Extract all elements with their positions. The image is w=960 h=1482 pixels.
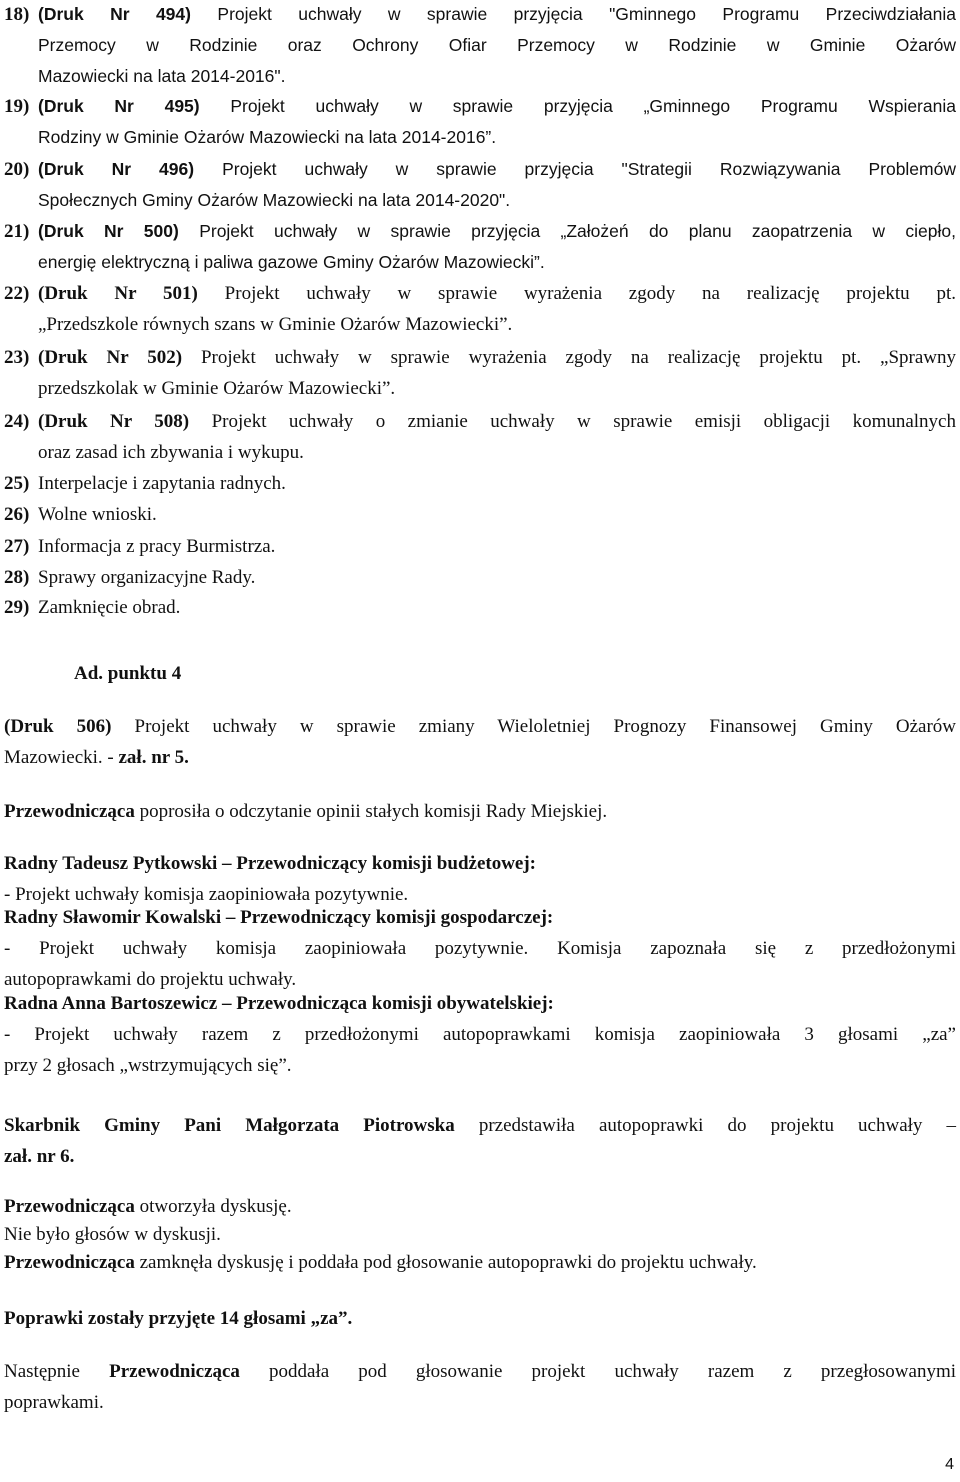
item-text: Społecznych Gminy Ożarów Mazowiecki na lata 2014-2020". <box>38 190 511 210</box>
item-number: 29) <box>4 597 30 618</box>
druk-number: (Druk Nr 502) <box>38 347 183 368</box>
speaker-name: Przewodnicząca <box>4 1196 135 1217</box>
agenda-item-18 <box>4 0 956 92</box>
treasurer-paragraph <box>4 1110 956 1172</box>
druk-number: (Druk 506) <box>4 716 112 737</box>
paragraph-text: - Projekt uchwały komisja zaopiniowała pozytywnie. Komisja zapoznała się z przedłożonymi <box>4 938 956 959</box>
item-number: 25) <box>4 473 30 494</box>
discussion-paragraph <box>4 1193 956 1277</box>
agenda-item-29 <box>4 592 956 623</box>
final-vote-paragraph <box>4 1356 956 1418</box>
item-text: Projekt uchwały w sprawie przyjęcia "Gminnego Programu Przeciwdziałania <box>217 4 956 24</box>
agenda-item-19 <box>4 91 956 153</box>
speaker-heading: Radny Tadeusz Pytkowski – Przewodniczący komisji budżetowej: <box>4 853 537 874</box>
item-number: 23) <box>4 347 30 368</box>
item-text: Sprawy organizacyjne Rady. <box>38 567 256 588</box>
item-text: Informacja z pracy Burmistrza. <box>38 536 276 557</box>
item-text: „Przedszkole równych szans w Gminie Ożarów Mazowiecki”. <box>38 314 513 335</box>
item-text: energię elektryczną i paliwa gazowe Gminy Ożarów Mazowiecki”. <box>38 252 545 272</box>
agenda-item-21 <box>4 216 956 278</box>
paragraph-text: zamknęła dyskusję i poddała pod głosowanie autopoprawki do projektu uchwały. <box>139 1252 757 1273</box>
druk-number: (Druk Nr 495) <box>38 96 200 116</box>
agenda-item-23 <box>4 342 956 404</box>
paragraph-text: przedstawiła autopoprawki do projektu uchwały – <box>478 1115 957 1136</box>
item-text: Rodziny w Gminie Ożarów Mazowiecki na lata 2014-2016”. <box>38 127 497 147</box>
druk-number: (Druk Nr 501) <box>38 283 198 304</box>
item-text: oraz zasad ich zbywania i wykupu. <box>38 442 304 463</box>
paragraph-text: Mazowiecki. - <box>4 747 119 768</box>
speaker-heading: Radna Anna Bartoszewicz – Przewodnicząca komisji obywatelskiej: <box>4 993 554 1014</box>
agenda-item-27 <box>4 531 956 562</box>
item-text: Zamknięcie obrad. <box>38 597 181 618</box>
paragraph-text: otworzyła dyskusję. <box>139 1196 292 1217</box>
item-number: 19) <box>4 96 30 117</box>
page-number: 4 <box>945 1456 954 1473</box>
item-text: Projekt uchwały w sprawie wyrażenia zgody na realizację projektu pt. <box>224 283 956 304</box>
item-text: Projekt uchwały w sprawie wyrażenia zgody na realizację projektu pt. „Sprawny <box>200 347 956 368</box>
speaker-name: Przewodnicząca <box>109 1361 240 1382</box>
opinion-civic-committee <box>4 988 956 1081</box>
paragraph-text: przy 2 głosach „wstrzymujących się”. <box>4 1055 292 1076</box>
item-number: 21) <box>4 221 30 242</box>
attachment-ref: zał. nr 6. <box>4 1146 75 1167</box>
paragraph-text: poddała pod głosowanie projekt uchwały razem z przegłosowanymi <box>269 1361 957 1382</box>
speaker-name: Przewodnicząca <box>4 1252 135 1273</box>
agenda-item-20 <box>4 154 956 216</box>
paragraph-text: poprawkami. <box>4 1392 104 1413</box>
chair-request-paragraph <box>4 796 956 827</box>
agenda-item-24 <box>4 406 956 468</box>
speaker-heading: Radny Sławomir Kowalski – Przewodniczący komisji gospodarczej: <box>4 907 554 928</box>
paragraph-text: poprosiła o odczytanie opinii stałych komisji Rady Miejskiej. <box>139 801 608 822</box>
agenda-item-28 <box>4 562 956 593</box>
item-text: przedszkolak w Gminie Ożarów Mazowiecki”. <box>38 378 396 399</box>
item-text: Projekt uchwały o zmianie uchwały w sprawie emisji obligacji komunalnych <box>211 411 956 432</box>
opinion-economic-committee <box>4 902 956 995</box>
druk-number: (Druk Nr 500) <box>38 221 179 241</box>
speaker-name: Skarbnik Gminy Pani Małgorzata Piotrowska <box>4 1115 455 1136</box>
item-text: Projekt uchwały w sprawie przyjęcia „Założeń do planu zaopatrzenia w ciepło, <box>199 221 956 241</box>
item-number: 28) <box>4 567 30 588</box>
opinion-budget-committee <box>4 848 956 910</box>
druk-number: (Druk Nr 508) <box>38 411 190 432</box>
item-number: 18) <box>4 4 30 25</box>
druk-number: (Druk Nr 496) <box>38 159 195 179</box>
agenda-item-25 <box>4 468 956 499</box>
druk-506-paragraph <box>4 711 956 773</box>
item-text: Interpelacje i zapytania radnych. <box>38 473 286 494</box>
paragraph-text: - Projekt uchwały komisja zaopiniowała pozytywnie. <box>4 884 409 905</box>
paragraph-text: autopoprawkami do projektu uchwały. <box>4 969 297 990</box>
item-text: Projekt uchwały w sprawie przyjęcia „Gminnego Programu Wspierania <box>230 96 956 116</box>
paragraph-text: - Projekt uchwały razem z przedłożonymi autopoprawkami komisja zaopiniowała 3 głosami „za” <box>4 1024 956 1045</box>
vote-result: Poprawki zostały przyjęte 14 głosami „za”. <box>4 1308 353 1329</box>
paragraph-text: Projekt uchwały w sprawie zmiany Wieloletniej Prognozy Finansowej Gminy Ożarów <box>134 716 956 737</box>
item-number: 24) <box>4 411 30 432</box>
druk-number: (Druk Nr 494) <box>38 4 191 24</box>
item-text: Mazowiecki na lata 2014-2016". <box>38 66 286 86</box>
item-number: 20) <box>4 159 30 180</box>
item-number: 26) <box>4 504 30 525</box>
paragraph-text: Następnie <box>4 1361 80 1382</box>
item-text: Przemocy w Rodzinie oraz Ochrony Ofiar Przemocy w Rodzinie w Gminie Ożarów <box>38 35 956 55</box>
paragraph-text: Nie było głosów w dyskusji. <box>4 1224 221 1245</box>
item-text: Projekt uchwały w sprawie przyjęcia "Strategii Rozwiązywania Problemów <box>222 159 956 179</box>
speaker-name: Przewodnicząca <box>4 801 135 822</box>
item-text: Wolne wnioski. <box>38 504 157 525</box>
agenda-item-26 <box>4 499 956 530</box>
attachment-ref: zał. nr 5. <box>118 747 189 768</box>
item-number: 27) <box>4 536 30 557</box>
agenda-item-22 <box>4 278 956 340</box>
section-heading: Ad. punktu 4 <box>74 663 182 684</box>
item-number: 22) <box>4 283 30 304</box>
